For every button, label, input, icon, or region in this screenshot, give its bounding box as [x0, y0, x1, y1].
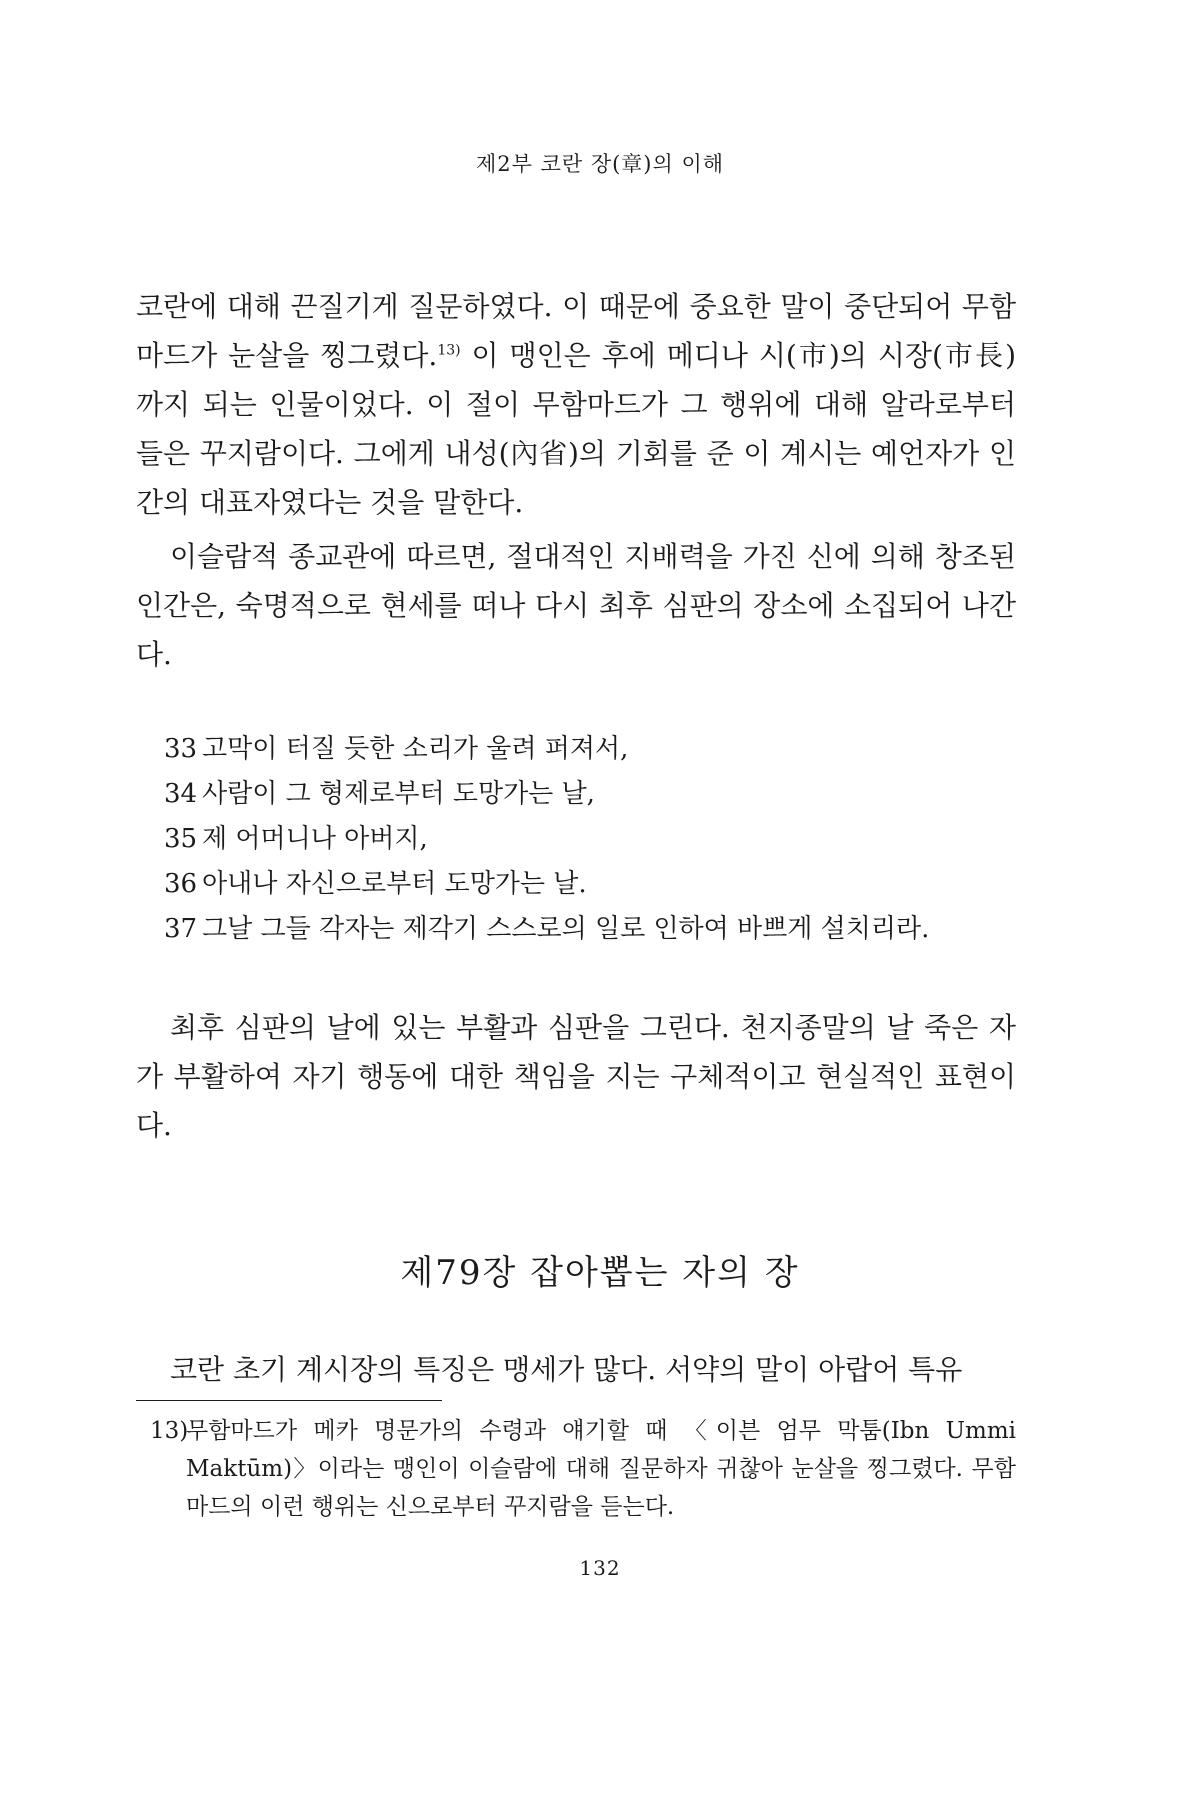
verse-number: 34 [164, 779, 198, 809]
verse-list [164, 727, 1004, 952]
paragraph-3: 최후 심판의 날에 있는 부활과 심판을 그린다. 천지종말의 날 죽은 자가 부활하여 자기 행동에 대한 책임을 지는 구체적이고 현실적인 표현이다. [136, 1011, 1016, 1142]
paragraph-1 [136, 282, 1016, 527]
verse-text: 사람이 그 형제로부터 도망가는 날, [202, 779, 595, 809]
verse-number: 35 [164, 824, 198, 854]
footnote-number: 13) [150, 1418, 189, 1444]
running-head: 제2부 코란 장(章)의 이해 [475, 152, 725, 176]
verse-text: 그날 그들 각자는 제각기 스스로의 일로 인하여 바쁘게 설치리라. [202, 914, 930, 944]
footnote-divider [136, 1400, 442, 1401]
verse-36 [164, 862, 1004, 907]
chapter-title: 제79장 잡아뽑는 자의 장 [400, 1253, 800, 1293]
paragraph-2: 이슬람적 종교관에 따르면, 절대적인 지배력을 가진 신에 의해 창조된 인간은, 숙명적으로 현세를 떠나 다시 최후 심판의 장소에 소집되어 나간다. [136, 540, 1016, 671]
page-number: 132 [579, 1556, 621, 1580]
footnote-text: 무함마드가 메카 명문가의 수령과 얘기할 때 〈이븐 엄무 막툼(Ibn Ummi Maktūm)〉이라는 맹인이 이슬람에 대해 질문하자 귀찮아 눈살을 찡그렸다. 무함마드의 이런 행위는 신으로부터 꾸지람을 듣는다. [186, 1418, 1016, 1520]
paragraph-1-text-before: 코란에 대해 끈질기게 질문하였다. 이 때문에 중요한 말이 중단되어 무함마드가 눈살을 찡그렸다. [136, 290, 1016, 372]
footnote-13 [136, 1412, 1016, 1526]
paragraph-1-text-after: 이 맹인은 후에 메디나 시(市)의 시장(市長)까지 되는 인물이었다. 이 절이 무함마드가 그 행위에 대해 알라로부터 들은 꾸지람이다. 그에게 내성(內省)의 기회를 준 이 계시는 예언자가 인간의 대표자였다는 것을 말한다. [136, 339, 1016, 519]
verse-34 [164, 772, 1004, 817]
verse-number: 37 [164, 914, 198, 944]
verse-text: 제 어머니나 아버지, [202, 824, 428, 854]
verse-text: 고막이 터질 듯한 소리가 울려 퍼져서, [202, 734, 629, 764]
verse-number: 36 [164, 869, 198, 899]
footnote-reference[interactable]: 13) [437, 342, 461, 359]
verse-number: 33 [164, 734, 198, 764]
verse-35 [164, 817, 1004, 862]
verse-text: 아내나 자신으로부터 도망가는 날. [202, 869, 587, 899]
verse-37 [164, 907, 1004, 952]
paragraph-4: 코란 초기 계시장의 특징은 맹세가 많다. 서약의 말이 아랍어 특유 [170, 1353, 963, 1386]
verse-33 [164, 727, 1004, 772]
